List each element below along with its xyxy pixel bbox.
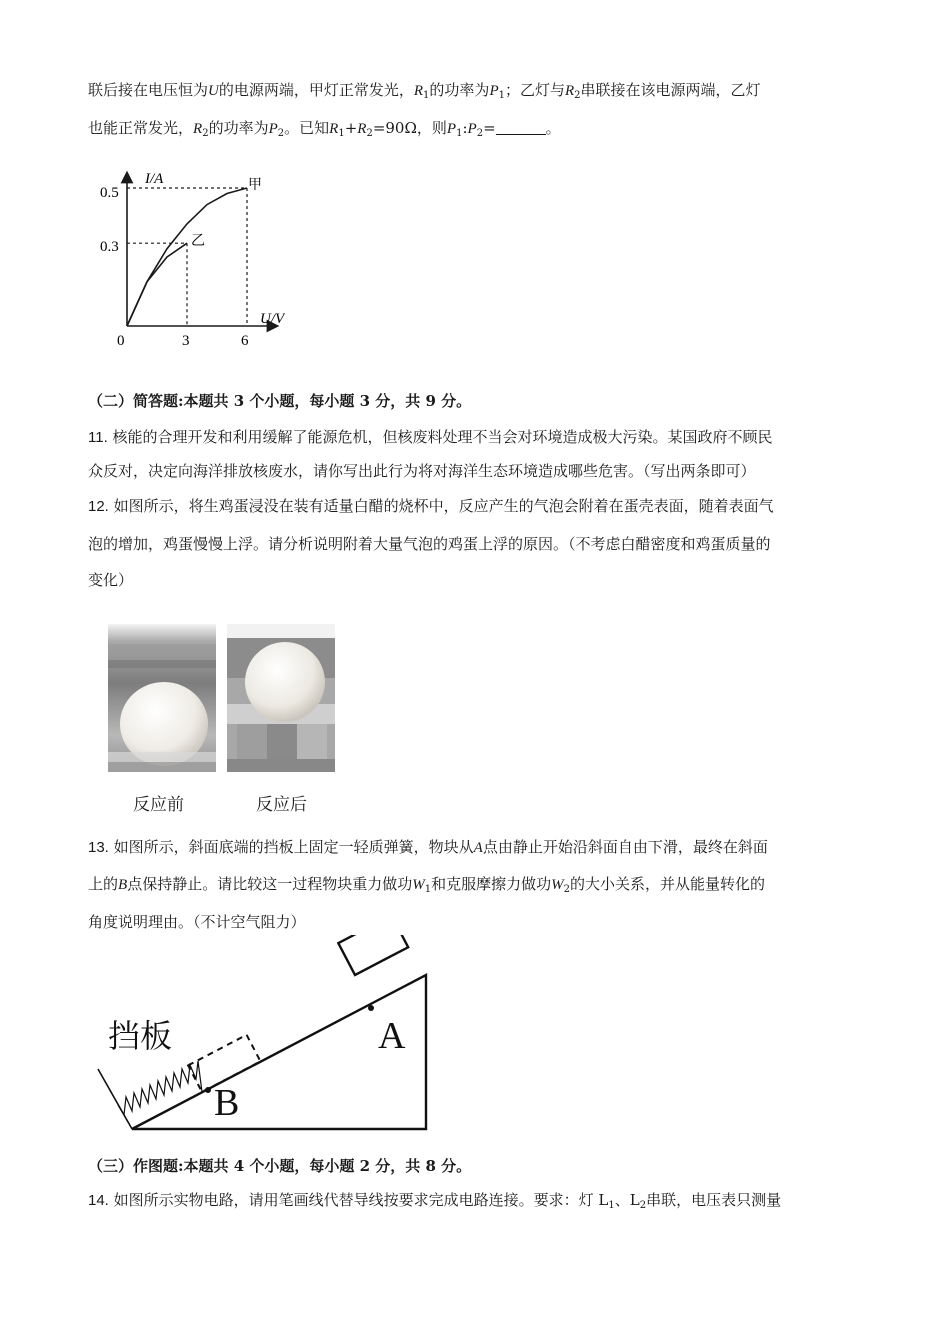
baffle-label: 挡板 — [108, 1017, 173, 1055]
x-tick-label: 6 — [241, 333, 249, 349]
q11-line-2: 众反对，决定向海洋排放核废水，请你写出此行为将对海洋生态环境造成哪些危害。（写出两条即可） — [88, 462, 756, 480]
q12-line-3: 变化） — [88, 571, 134, 589]
q13-line-2: 上的B点保持静止。请比较这一过程物块重力做功$W_1$和克服摩擦力做功$W_2$的大小关系，并从能量转化的 — [88, 875, 765, 895]
caption-after: 反应后 — [256, 795, 307, 815]
q10-line-2: 也能正常发光，$R_2$的功率为$P_2$。已知$R_1+R_2=90\Omega$，则$P_1:P_2=$ 。 — [88, 119, 561, 139]
iu-graph — [95, 165, 285, 355]
answer-blank[interactable] — [496, 120, 546, 135]
point-b-dot — [205, 1087, 211, 1093]
egg-photo-after — [227, 624, 335, 772]
caption-before: 反应前 — [133, 795, 184, 815]
q12-line-2: 泡的增加，鸡蛋慢慢上浮。请分析说明附着大量气泡的鸡蛋上浮的原因。（不考虑白醋密度和鸡蛋质量的 — [88, 535, 771, 553]
block-at-a — [338, 935, 408, 975]
incline-diagram — [90, 935, 440, 1135]
question-number: 14. — [88, 1192, 109, 1209]
y-axis-label: I/A — [145, 171, 164, 187]
question-number: 11. — [88, 429, 108, 446]
curve-yi — [127, 243, 187, 326]
section-3-heading: （三）作图题:本题共 4 个小题，每小题 2 分，共 8 分。 — [88, 1157, 472, 1175]
y-tick-label: 0.3 — [100, 239, 119, 255]
q10-line-1: 联后接在电压恒为U的电源两端，甲灯正常发光，$R_1$的功率为$P_1$；乙灯与$R_2$串联接在该电源两端，乙灯 — [88, 81, 761, 101]
curve-jia-label: 甲 — [248, 177, 262, 193]
point-a-dot — [368, 1005, 374, 1011]
section-2-heading: （二）简答题:本题共 3 个小题，每小题 3 分，共 9 分。 — [88, 392, 472, 410]
question-number: 13. — [88, 839, 109, 856]
origin-label: 0 — [117, 333, 125, 349]
q14-line-1: 14. 如图所示实物电路，请用笔画线代替导线按要求完成电路连接。要求：灯 $L_1$、$L_2$串联，电压表只测量 — [88, 1191, 782, 1211]
q12-line-1: 12. 如图所示，将生鸡蛋浸没在装有适量白醋的烧杯中，反应产生的气泡会附着在蛋壳表面，随着表面气 — [88, 497, 774, 515]
x-axis-label: U/V — [260, 311, 285, 327]
y-tick-label: 0.5 — [100, 185, 119, 201]
guide-lines — [127, 188, 247, 326]
q13-line-1: 13. 如图所示，斜面底端的挡板上固定一轻质弹簧，物块从A点由静止开始沿斜面自由下滑，最终在斜面 — [88, 838, 768, 856]
q13-line-3: 角度说明理由。（不计空气阻力） — [88, 913, 306, 931]
question-number: 12. — [88, 498, 109, 515]
point-a-label: A — [378, 1015, 406, 1057]
q11-line-1: 11. 核能的合理开发和利用缓解了能源危机，但核废料处理不当会对环境造成极大污染。某国政府不顾民 — [88, 428, 773, 446]
point-b-label: B — [214, 1082, 240, 1124]
spring — [118, 1061, 202, 1115]
egg-photo-before — [108, 624, 216, 772]
x-tick-label: 3 — [182, 333, 190, 349]
curve-yi-label: 乙 — [191, 233, 205, 249]
